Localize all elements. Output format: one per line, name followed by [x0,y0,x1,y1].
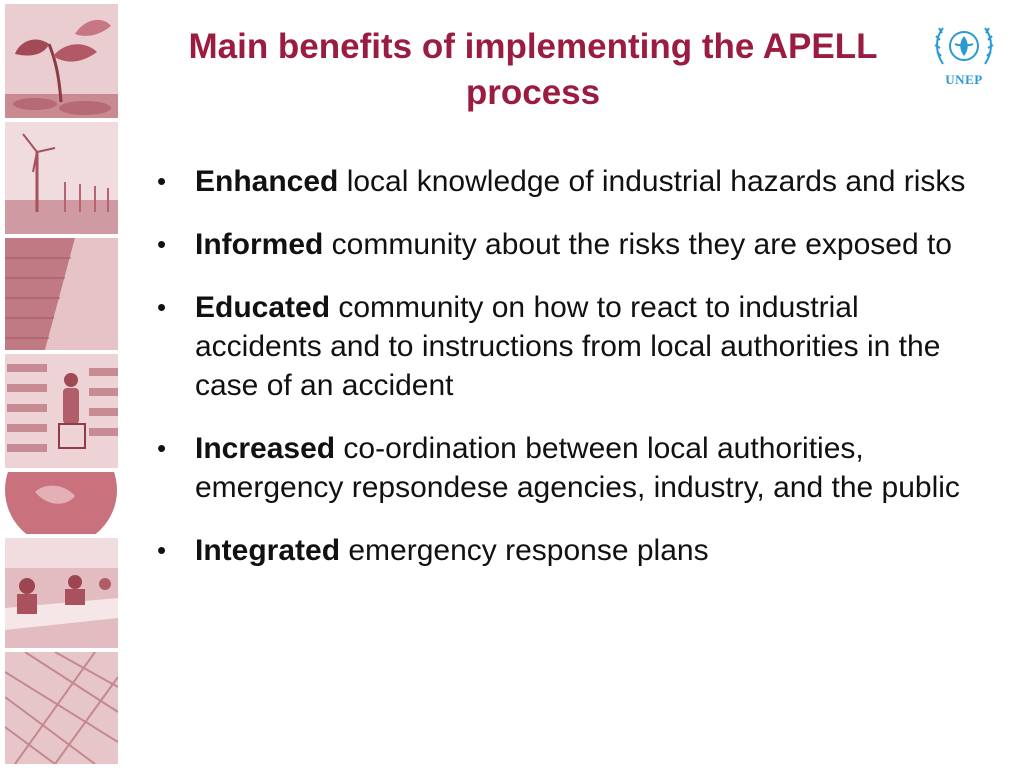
meeting-room-image [5,538,118,648]
unep-logo [933,22,995,92]
bullet-keyword: Integrated [195,534,341,567]
bullet-icon: • [157,166,167,196]
bullet-text: community about the risks they are exposed to [323,228,952,261]
benefits-list [155,162,985,594]
logo-text: UNEP [945,72,983,87]
list-item [155,531,985,570]
bullet-icon: • [157,229,167,259]
bullet-icon: • [157,292,167,322]
bullet-icon: • [157,433,167,463]
leaf-texture-image [5,652,118,764]
supermarket-shopper-image [5,354,118,468]
un-emblem-icon [933,22,995,74]
bullet-keyword: Educated [195,291,331,324]
bullet-text: co-ordination between local authorities, emergency repsondese agencies, industry, and the public [195,432,960,504]
wind-turbines-image [5,122,118,234]
skyscraper-image [5,238,118,350]
list-item [155,429,985,507]
bullet-icon: • [157,535,167,565]
list-item [155,288,985,405]
slide-title: Main benefits of implementing the APELL process [188,27,878,112]
bullet-text: community on how to react to industrial accidents and to instructions from local authorities in the case of an accident [195,291,941,402]
side-image-strip [0,0,124,768]
bullet-text: emergency response plans [340,534,709,567]
bullet-keyword: Informed [195,228,324,261]
list-item [155,162,985,201]
bullet-keyword: Increased [195,432,336,465]
list-item [155,225,985,264]
globe-image [5,472,118,534]
plant-seedling-image [5,4,118,118]
bullet-text: local knowledge of industrial hazards and risks [338,165,966,198]
bullet-keyword: Enhanced [195,165,339,198]
